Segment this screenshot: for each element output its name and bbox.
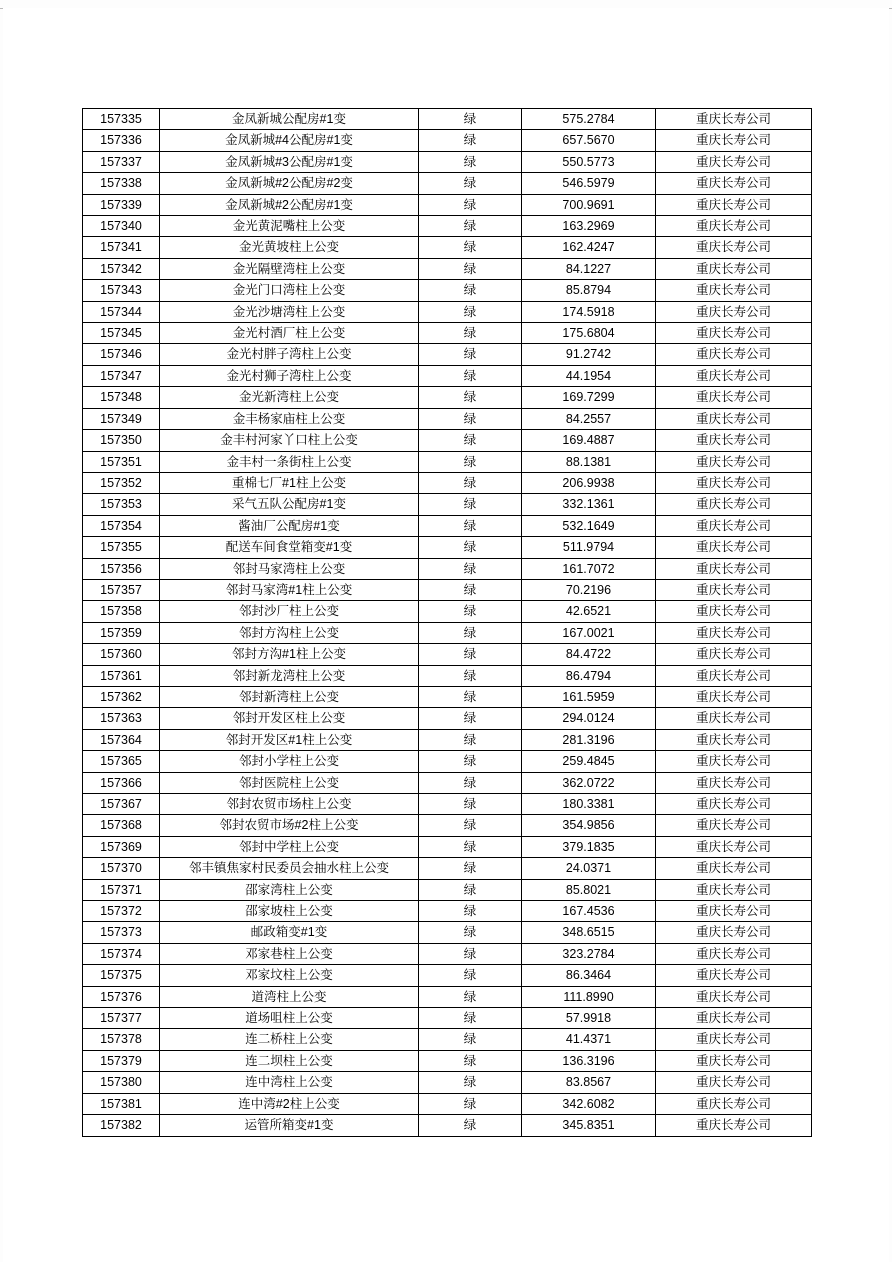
row-id-cell: 157361: [83, 665, 160, 686]
row-value-cell: 174.5918: [522, 301, 656, 322]
table-row: [83, 751, 812, 772]
table-row: [83, 794, 812, 815]
row-id-cell: 157347: [83, 365, 160, 386]
row-status-cell: 绿: [419, 986, 522, 1007]
row-status-cell: 绿: [419, 1029, 522, 1050]
row-company-cell: 重庆长寿公司: [656, 943, 812, 964]
table-row: [83, 815, 812, 836]
row-company-cell: 重庆长寿公司: [656, 665, 812, 686]
table-row: [83, 901, 812, 922]
row-id-cell: 157382: [83, 1115, 160, 1136]
row-value-cell: 84.2557: [522, 408, 656, 429]
row-name-cell: 连中湾#2柱上公变: [160, 1093, 419, 1114]
table-row: [83, 601, 812, 622]
table-row: [83, 301, 812, 322]
row-id-cell: 157352: [83, 472, 160, 493]
row-name-cell: 邻封新龙湾柱上公变: [160, 665, 419, 686]
row-name-cell: 邻封医院柱上公变: [160, 772, 419, 793]
table-row: [83, 1050, 812, 1071]
row-id-cell: 157335: [83, 109, 160, 130]
row-id-cell: 157374: [83, 943, 160, 964]
table-row: [83, 772, 812, 793]
row-status-cell: 绿: [419, 216, 522, 237]
row-company-cell: 重庆长寿公司: [656, 451, 812, 472]
row-status-cell: 绿: [419, 365, 522, 386]
row-status-cell: 绿: [419, 686, 522, 707]
row-company-cell: 重庆长寿公司: [656, 922, 812, 943]
row-id-cell: 157359: [83, 622, 160, 643]
row-company-cell: 重庆长寿公司: [656, 986, 812, 1007]
row-value-cell: 163.2969: [522, 216, 656, 237]
row-id-cell: 157362: [83, 686, 160, 707]
row-value-cell: 57.9918: [522, 1008, 656, 1029]
row-id-cell: 157369: [83, 836, 160, 857]
table-row: [83, 1115, 812, 1136]
row-status-cell: 绿: [419, 494, 522, 515]
row-value-cell: 84.4722: [522, 644, 656, 665]
table-row: [83, 943, 812, 964]
row-id-cell: 157380: [83, 1072, 160, 1093]
row-status-cell: 绿: [419, 579, 522, 600]
row-value-cell: 332.1361: [522, 494, 656, 515]
row-name-cell: 运管所箱变#1变: [160, 1115, 419, 1136]
row-company-cell: 重庆长寿公司: [656, 301, 812, 322]
table-row: [83, 644, 812, 665]
row-status-cell: 绿: [419, 430, 522, 451]
transformer-table: [82, 108, 812, 1137]
row-value-cell: 657.5670: [522, 130, 656, 151]
row-value-cell: 44.1954: [522, 365, 656, 386]
row-value-cell: 532.1649: [522, 515, 656, 536]
row-company-cell: 重庆长寿公司: [656, 858, 812, 879]
table-row: [83, 1072, 812, 1093]
row-name-cell: 连二桥柱上公变: [160, 1029, 419, 1050]
row-status-cell: 绿: [419, 901, 522, 922]
row-value-cell: 323.2784: [522, 943, 656, 964]
row-value-cell: 24.0371: [522, 858, 656, 879]
row-id-cell: 157348: [83, 387, 160, 408]
row-company-cell: 重庆长寿公司: [656, 686, 812, 707]
table-row: [83, 130, 812, 151]
table-row: [83, 472, 812, 493]
table-row: [83, 515, 812, 536]
row-company-cell: 重庆长寿公司: [656, 579, 812, 600]
row-company-cell: 重庆长寿公司: [656, 109, 812, 130]
row-company-cell: 重庆长寿公司: [656, 644, 812, 665]
row-company-cell: 重庆长寿公司: [656, 365, 812, 386]
row-status-cell: 绿: [419, 622, 522, 643]
row-value-cell: 84.1227: [522, 258, 656, 279]
row-company-cell: 重庆长寿公司: [656, 515, 812, 536]
row-id-cell: 157356: [83, 558, 160, 579]
row-value-cell: 83.8567: [522, 1072, 656, 1093]
row-id-cell: 157370: [83, 858, 160, 879]
row-name-cell: 邮政箱变#1变: [160, 922, 419, 943]
row-status-cell: 绿: [419, 794, 522, 815]
row-value-cell: 161.7072: [522, 558, 656, 579]
row-company-cell: 重庆长寿公司: [656, 772, 812, 793]
row-id-cell: 157341: [83, 237, 160, 258]
row-value-cell: 348.6515: [522, 922, 656, 943]
row-name-cell: 重棉七厂#1柱上公变: [160, 472, 419, 493]
row-status-cell: 绿: [419, 1115, 522, 1136]
row-name-cell: 邻封沙厂柱上公变: [160, 601, 419, 622]
table-row: [83, 579, 812, 600]
row-name-cell: 邻封农贸市场柱上公变: [160, 794, 419, 815]
row-name-cell: 连中湾柱上公变: [160, 1072, 419, 1093]
table-row: [83, 237, 812, 258]
row-value-cell: 86.4794: [522, 665, 656, 686]
table-row: [83, 280, 812, 301]
table-row: [83, 151, 812, 172]
row-status-cell: 绿: [419, 151, 522, 172]
table-row: [83, 836, 812, 857]
transformer-table-body: [83, 109, 812, 1137]
row-company-cell: 重庆长寿公司: [656, 622, 812, 643]
row-id-cell: 157357: [83, 579, 160, 600]
row-id-cell: 157376: [83, 986, 160, 1007]
row-value-cell: 175.6804: [522, 323, 656, 344]
table-row: [83, 537, 812, 558]
row-value-cell: 294.0124: [522, 708, 656, 729]
row-company-cell: 重庆长寿公司: [656, 323, 812, 344]
row-name-cell: 邻封开发区#1柱上公变: [160, 729, 419, 750]
row-value-cell: 546.5979: [522, 173, 656, 194]
row-company-cell: 重庆长寿公司: [656, 344, 812, 365]
table-row: [83, 965, 812, 986]
row-id-cell: 157336: [83, 130, 160, 151]
row-status-cell: 绿: [419, 387, 522, 408]
row-company-cell: 重庆长寿公司: [656, 794, 812, 815]
row-value-cell: 169.4887: [522, 430, 656, 451]
row-status-cell: 绿: [419, 1072, 522, 1093]
row-status-cell: 绿: [419, 922, 522, 943]
row-status-cell: 绿: [419, 408, 522, 429]
row-id-cell: 157379: [83, 1050, 160, 1071]
row-id-cell: 157378: [83, 1029, 160, 1050]
row-value-cell: 42.6521: [522, 601, 656, 622]
row-name-cell: 金光黄泥嘴柱上公变: [160, 216, 419, 237]
row-name-cell: 金光沙塘湾柱上公变: [160, 301, 419, 322]
row-company-cell: 重庆长寿公司: [656, 280, 812, 301]
row-value-cell: 161.5959: [522, 686, 656, 707]
row-status-cell: 绿: [419, 173, 522, 194]
table-row: [83, 344, 812, 365]
table-row: [83, 729, 812, 750]
row-company-cell: 重庆长寿公司: [656, 879, 812, 900]
row-company-cell: 重庆长寿公司: [656, 430, 812, 451]
row-status-cell: 绿: [419, 1093, 522, 1114]
row-id-cell: 157368: [83, 815, 160, 836]
row-id-cell: 157350: [83, 430, 160, 451]
row-id-cell: 157366: [83, 772, 160, 793]
row-name-cell: 金光门口湾柱上公变: [160, 280, 419, 301]
table-row: [83, 858, 812, 879]
table-row: [83, 451, 812, 472]
row-company-cell: 重庆长寿公司: [656, 472, 812, 493]
row-value-cell: 162.4247: [522, 237, 656, 258]
row-value-cell: 167.4536: [522, 901, 656, 922]
table-row: [83, 558, 812, 579]
row-status-cell: 绿: [419, 258, 522, 279]
row-status-cell: 绿: [419, 194, 522, 215]
row-id-cell: 157344: [83, 301, 160, 322]
row-status-cell: 绿: [419, 858, 522, 879]
row-company-cell: 重庆长寿公司: [656, 387, 812, 408]
row-id-cell: 157365: [83, 751, 160, 772]
transformer-table-container: [82, 108, 800, 1137]
row-value-cell: 206.9938: [522, 472, 656, 493]
row-name-cell: 金凤新城#2公配房#1变: [160, 194, 419, 215]
row-name-cell: 酱油厂公配房#1变: [160, 515, 419, 536]
row-id-cell: 157349: [83, 408, 160, 429]
row-value-cell: 180.3381: [522, 794, 656, 815]
row-company-cell: 重庆长寿公司: [656, 1008, 812, 1029]
row-status-cell: 绿: [419, 344, 522, 365]
table-row: [83, 686, 812, 707]
table-row: [83, 1008, 812, 1029]
row-value-cell: 550.5773: [522, 151, 656, 172]
row-name-cell: 邓家巷柱上公变: [160, 943, 419, 964]
row-company-cell: 重庆长寿公司: [656, 965, 812, 986]
row-name-cell: 邻封马家湾#1柱上公变: [160, 579, 419, 600]
row-id-cell: 157346: [83, 344, 160, 365]
row-status-cell: 绿: [419, 772, 522, 793]
table-row: [83, 323, 812, 344]
row-company-cell: 重庆长寿公司: [656, 558, 812, 579]
row-company-cell: 重庆长寿公司: [656, 601, 812, 622]
row-name-cell: 金丰村一条街柱上公变: [160, 451, 419, 472]
row-company-cell: 重庆长寿公司: [656, 1093, 812, 1114]
row-id-cell: 157372: [83, 901, 160, 922]
row-id-cell: 157367: [83, 794, 160, 815]
row-company-cell: 重庆长寿公司: [656, 194, 812, 215]
table-row: [83, 922, 812, 943]
row-company-cell: 重庆长寿公司: [656, 901, 812, 922]
row-status-cell: 绿: [419, 729, 522, 750]
row-status-cell: 绿: [419, 708, 522, 729]
row-value-cell: 362.0722: [522, 772, 656, 793]
table-row: [83, 1029, 812, 1050]
table-row: [83, 622, 812, 643]
row-id-cell: 157337: [83, 151, 160, 172]
row-status-cell: 绿: [419, 965, 522, 986]
row-status-cell: 绿: [419, 515, 522, 536]
row-value-cell: 136.3196: [522, 1050, 656, 1071]
row-name-cell: 配送车间食堂箱变#1变: [160, 537, 419, 558]
row-name-cell: 金凤新城公配房#1变: [160, 109, 419, 130]
table-row: [83, 879, 812, 900]
row-value-cell: 86.3464: [522, 965, 656, 986]
row-company-cell: 重庆长寿公司: [656, 1029, 812, 1050]
row-company-cell: 重庆长寿公司: [656, 130, 812, 151]
row-name-cell: 邻丰镇焦家村民委员会抽水柱上公变: [160, 858, 419, 879]
table-row: [83, 258, 812, 279]
table-row: [83, 408, 812, 429]
row-status-cell: 绿: [419, 451, 522, 472]
row-name-cell: 连二坝柱上公变: [160, 1050, 419, 1071]
row-value-cell: 700.9691: [522, 194, 656, 215]
row-value-cell: 85.8794: [522, 280, 656, 301]
row-name-cell: 金光隔壁湾柱上公变: [160, 258, 419, 279]
row-id-cell: 157339: [83, 194, 160, 215]
row-name-cell: 邻封马家湾柱上公变: [160, 558, 419, 579]
row-company-cell: 重庆长寿公司: [656, 173, 812, 194]
row-id-cell: 157358: [83, 601, 160, 622]
row-status-cell: 绿: [419, 280, 522, 301]
row-name-cell: 邻封方沟#1柱上公变: [160, 644, 419, 665]
row-id-cell: 157377: [83, 1008, 160, 1029]
row-id-cell: 157381: [83, 1093, 160, 1114]
row-value-cell: 281.3196: [522, 729, 656, 750]
row-status-cell: 绿: [419, 879, 522, 900]
row-id-cell: 157345: [83, 323, 160, 344]
row-status-cell: 绿: [419, 601, 522, 622]
row-name-cell: 金光新湾柱上公变: [160, 387, 419, 408]
row-id-cell: 157354: [83, 515, 160, 536]
row-id-cell: 157360: [83, 644, 160, 665]
row-company-cell: 重庆长寿公司: [656, 408, 812, 429]
row-status-cell: 绿: [419, 109, 522, 130]
row-name-cell: 金凤新城#4公配房#1变: [160, 130, 419, 151]
table-row: [83, 365, 812, 386]
row-name-cell: 邻封小学柱上公变: [160, 751, 419, 772]
row-id-cell: 157343: [83, 280, 160, 301]
row-name-cell: 邻封中学柱上公变: [160, 836, 419, 857]
table-row: [83, 665, 812, 686]
row-status-cell: 绿: [419, 836, 522, 857]
row-company-cell: 重庆长寿公司: [656, 815, 812, 836]
row-name-cell: 采气五队公配房#1变: [160, 494, 419, 515]
row-status-cell: 绿: [419, 472, 522, 493]
row-id-cell: 157338: [83, 173, 160, 194]
row-name-cell: 邵家湾柱上公变: [160, 879, 419, 900]
row-name-cell: 金光黄坡柱上公变: [160, 237, 419, 258]
row-name-cell: 邵家坡柱上公变: [160, 901, 419, 922]
row-name-cell: 金凤新城#2公配房#2变: [160, 173, 419, 194]
row-name-cell: 邻封农贸市场#2柱上公变: [160, 815, 419, 836]
row-id-cell: 157364: [83, 729, 160, 750]
table-row: [83, 387, 812, 408]
row-id-cell: 157375: [83, 965, 160, 986]
row-id-cell: 157342: [83, 258, 160, 279]
row-status-cell: 绿: [419, 1050, 522, 1071]
row-company-cell: 重庆长寿公司: [656, 1072, 812, 1093]
row-name-cell: 金凤新城#3公配房#1变: [160, 151, 419, 172]
row-status-cell: 绿: [419, 237, 522, 258]
row-status-cell: 绿: [419, 751, 522, 772]
row-value-cell: 85.8021: [522, 879, 656, 900]
row-status-cell: 绿: [419, 943, 522, 964]
row-id-cell: 157355: [83, 537, 160, 558]
row-value-cell: 345.8351: [522, 1115, 656, 1136]
row-name-cell: 金丰村河家丫口柱上公变: [160, 430, 419, 451]
row-name-cell: 邓家坟柱上公变: [160, 965, 419, 986]
table-row: [83, 494, 812, 515]
row-name-cell: 邻封新湾柱上公变: [160, 686, 419, 707]
row-value-cell: 41.4371: [522, 1029, 656, 1050]
row-value-cell: 167.0021: [522, 622, 656, 643]
row-id-cell: 157363: [83, 708, 160, 729]
row-value-cell: 511.9794: [522, 537, 656, 558]
row-company-cell: 重庆长寿公司: [656, 1050, 812, 1071]
row-status-cell: 绿: [419, 558, 522, 579]
row-name-cell: 金光村狮子湾柱上公变: [160, 365, 419, 386]
row-company-cell: 重庆长寿公司: [656, 494, 812, 515]
row-value-cell: 342.6082: [522, 1093, 656, 1114]
table-row: [83, 1093, 812, 1114]
row-id-cell: 157353: [83, 494, 160, 515]
row-company-cell: 重庆长寿公司: [656, 216, 812, 237]
row-company-cell: 重庆长寿公司: [656, 258, 812, 279]
row-value-cell: 259.4845: [522, 751, 656, 772]
table-row: [83, 109, 812, 130]
document-page: [3, 8, 889, 1262]
row-status-cell: 绿: [419, 130, 522, 151]
row-value-cell: 169.7299: [522, 387, 656, 408]
row-company-cell: 重庆长寿公司: [656, 708, 812, 729]
row-value-cell: 379.1835: [522, 836, 656, 857]
row-status-cell: 绿: [419, 815, 522, 836]
row-value-cell: 354.9856: [522, 815, 656, 836]
row-company-cell: 重庆长寿公司: [656, 537, 812, 558]
row-status-cell: 绿: [419, 323, 522, 344]
row-name-cell: 金丰杨家庙柱上公变: [160, 408, 419, 429]
row-value-cell: 575.2784: [522, 109, 656, 130]
row-name-cell: 邻封开发区柱上公变: [160, 708, 419, 729]
row-company-cell: 重庆长寿公司: [656, 836, 812, 857]
row-company-cell: 重庆长寿公司: [656, 1115, 812, 1136]
row-status-cell: 绿: [419, 301, 522, 322]
row-status-cell: 绿: [419, 1008, 522, 1029]
row-company-cell: 重庆长寿公司: [656, 237, 812, 258]
row-status-cell: 绿: [419, 537, 522, 558]
row-status-cell: 绿: [419, 644, 522, 665]
row-name-cell: 金光村胖子湾柱上公变: [160, 344, 419, 365]
row-value-cell: 91.2742: [522, 344, 656, 365]
row-name-cell: 邻封方沟柱上公变: [160, 622, 419, 643]
row-id-cell: 157351: [83, 451, 160, 472]
table-row: [83, 708, 812, 729]
row-value-cell: 111.8990: [522, 986, 656, 1007]
row-company-cell: 重庆长寿公司: [656, 151, 812, 172]
row-id-cell: 157373: [83, 922, 160, 943]
row-name-cell: 道场咀柱上公变: [160, 1008, 419, 1029]
row-value-cell: 88.1381: [522, 451, 656, 472]
row-status-cell: 绿: [419, 665, 522, 686]
row-name-cell: 道湾柱上公变: [160, 986, 419, 1007]
table-row: [83, 430, 812, 451]
table-row: [83, 216, 812, 237]
row-id-cell: 157371: [83, 879, 160, 900]
table-row: [83, 173, 812, 194]
table-row: [83, 986, 812, 1007]
row-company-cell: 重庆长寿公司: [656, 751, 812, 772]
row-company-cell: 重庆长寿公司: [656, 729, 812, 750]
table-row: [83, 194, 812, 215]
row-value-cell: 70.2196: [522, 579, 656, 600]
row-name-cell: 金光村酒厂柱上公变: [160, 323, 419, 344]
row-id-cell: 157340: [83, 216, 160, 237]
